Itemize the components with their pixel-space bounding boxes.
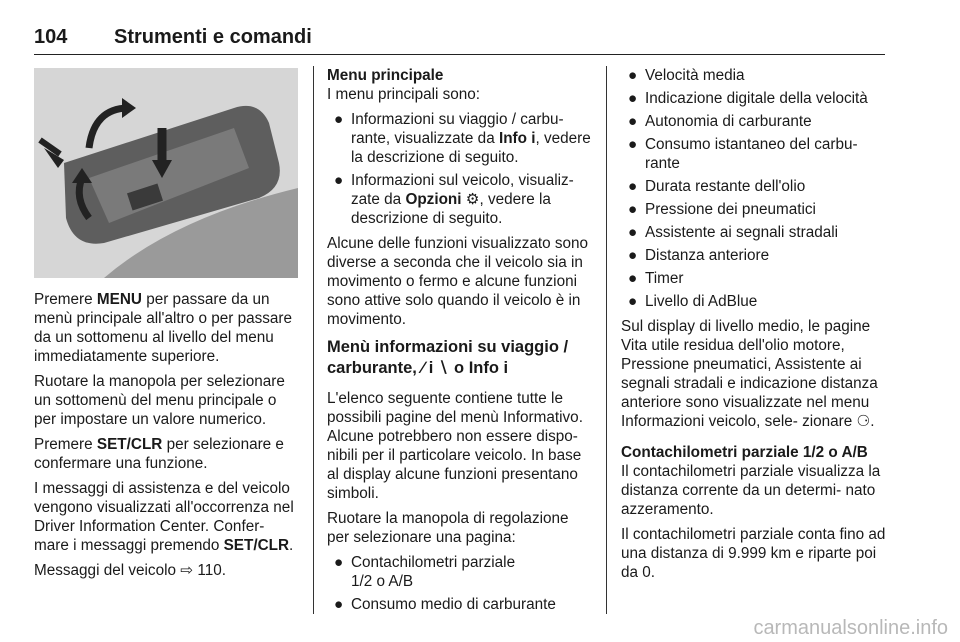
turn-signal-stalk-image [34,68,298,278]
list-item: ● Autonomia di carburante [628,113,812,130]
list-item: ● Pressione dei pneumatici [628,201,816,218]
paragraph-main-menus: I menu principali sono: [327,86,481,103]
vehicle-icon: ⚆ [856,413,871,430]
list-item: ● Indicazione digitale della velocità [628,90,868,107]
column-2 [327,66,592,620]
list-item: ● Contachilometri parziale 1/2 o A/B [334,554,516,590]
list-item: ● Livello di AdBlue [628,293,758,310]
paragraph-trip-odometer-2: Il contachilometri parziale conta fino ad una distanza di 9.999 km e riparte poi da 0. [621,526,886,581]
page-reference-icon: ⇨ [180,562,194,579]
list-item: ● Informazioni sul veicolo, visualiz- zate da Opzioni ⚙, vedere la descrizione di seguito. [334,172,574,227]
column-3 [621,66,889,588]
paragraph-set-clr: Premere SET/CLR per selezionare e confermare una funzione. [34,436,284,472]
column-1 [34,68,300,586]
paragraph-midlevel-display: Sul display di livello medio, le pagine Vita utile residua dell'olio motore, Pressione pneumatici, Assistente ai segnali stradali e indicazione distanza anteriore sono visualizzate nel menu Informazioni veicolo, sele- zionare ⚆. [621,318,878,430]
info-icon: i [527,130,536,147]
list-item: ● Consumo istantaneo del carbu- rante [628,136,858,172]
list-item: ● Consumo medio di carburante [334,596,556,613]
info-pages-list-2 [621,66,889,311]
paragraph-rotate-knob: Ruotare la manopola per selezionare un sottomenù del menu principale o per impostare un valore numerico. [34,373,285,428]
list-item: ● Assistente ai segnali stradali [628,224,839,241]
options-gear-icon: ⚙ [461,191,480,208]
page-number: 104 [34,26,68,48]
main-menu-list [327,110,592,228]
watermark: carmanualsonline.info [753,617,948,639]
heading-trip-info: Menù informazioni su viaggio / carburante, ∕ i ∖ o Info i [327,338,569,377]
trip-fuel-icon: ∕ i ∖ [421,359,450,377]
paragraph-vehicle-messages-ref: Messaggi del veicolo ⇨ 110. [34,562,226,579]
paragraph-functions: Alcune delle funzioni visualizzato sono diverse a seconda che il veicolo sia in movimento o fermo e alcune funzioni sono attive solo quando il veicolo è in movimento. [327,235,589,328]
heading-trip-odometer: Contachilometri parziale 1/2 o A/B [621,444,868,461]
list-item: ● Velocità media [628,67,745,84]
list-item: ● Durata restante dell'olio [628,178,806,195]
list-item: ● Informazioni su viaggio / carbu- rante, visualizzate da Info i, vedere la descrizione di seguito. [334,111,591,166]
page-header [34,24,885,55]
paragraph-messages: I messaggi di assistenza e del veicolo vengono visualizzati all'occorrenza nel Driver Information Center. Confer- mare i messaggi premendo SET/CLR. [34,480,294,554]
paragraph-trip-odometer-1: Il contachilometri parziale visualizza la distanza corrente da un determi- nato azzeramento. [621,463,881,518]
stalk-illustration [34,68,298,278]
info-icon: i [503,359,509,377]
heading-main-menu: Menu principale [327,67,444,84]
column-divider-1 [313,66,314,614]
paragraph-info-pages: L'elenco seguente contiene tutte le possibili pagine del menù Informativo. Alcune potrebbero non essere dispo- nibili per il particolare veicolo. In base al display alcune funzioni presentano simboli. [327,390,583,502]
info-pages-list-1 [327,553,592,614]
column-divider-2 [606,66,607,614]
paragraph-rotate-select: Ruotare la manopola di regolazione per selezionare una pagina: [327,510,569,546]
list-item: ● Timer [628,270,684,287]
paragraph-menu-button: Premere MENU per passare da un menù principale all'altro o per passare da un sottomenu al livello del menu immediatamente superiore. [34,291,293,365]
page-title: Strumenti e comandi [114,26,312,48]
list-item: ● Distanza anteriore [628,247,770,264]
